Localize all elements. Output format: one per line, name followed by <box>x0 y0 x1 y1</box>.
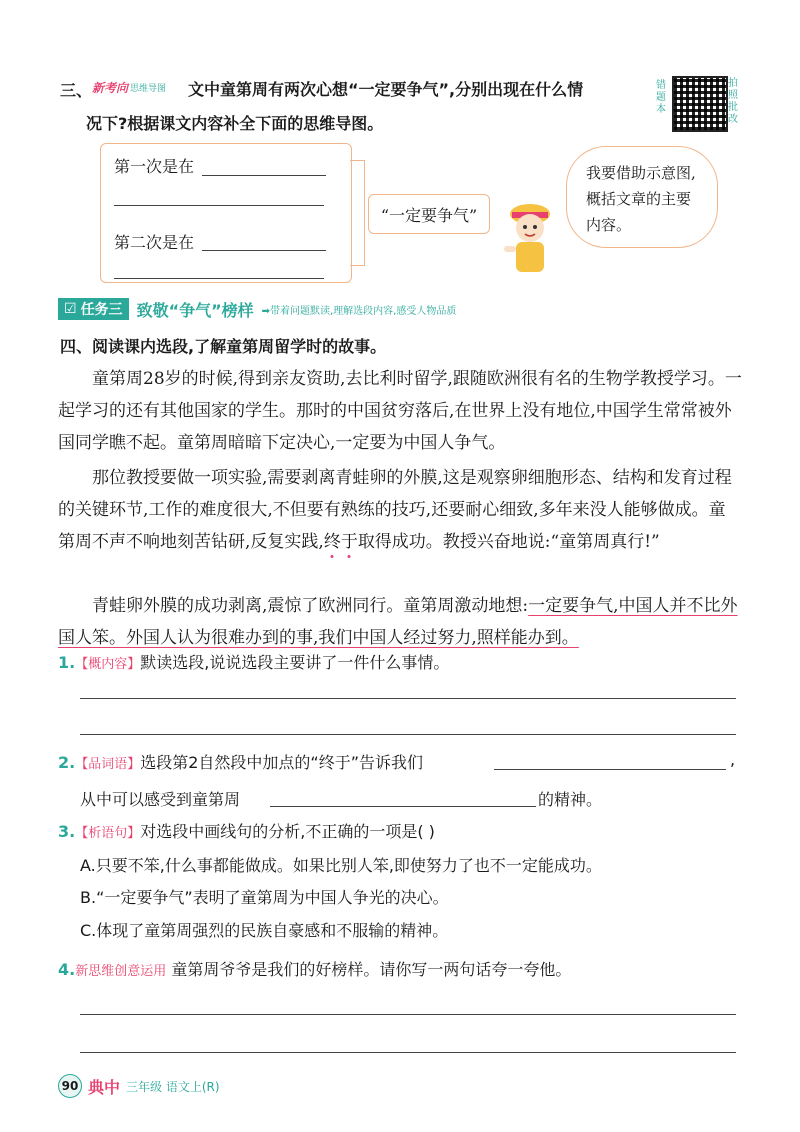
question-3 <box>58 819 435 842</box>
question-4-number: 4. <box>58 960 76 979</box>
question-3-number: 3. <box>58 822 76 841</box>
question-4-text: 童第周爷爷是我们的好榜样。请你写一两句话夸一夸他。 <box>171 960 572 979</box>
question-2-blank-2[interactable] <box>270 806 536 807</box>
page-number: 90 <box>58 1074 82 1098</box>
mindmap-first-blank-2[interactable] <box>114 205 324 206</box>
answer-line[interactable] <box>80 1014 736 1015</box>
option-c[interactable]: C.体现了童第周强烈的民族自豪感和不服输的精神。 <box>80 921 449 940</box>
page-footer <box>58 1074 220 1098</box>
question-4 <box>58 957 571 980</box>
section-3-number: 三、 <box>60 81 93 100</box>
question-3-tag: 【析语句】 <box>75 826 141 841</box>
question-2-text: 选段第2自然段中加点的“终于”告诉我们 <box>140 753 423 772</box>
passage-paragraph-3 <box>58 590 742 654</box>
underlined-sentence: 一定要争气,中国人并不比外国人笨。外国人认为很难办到的事,我们中国人经过努力,照样能办到。 <box>58 596 738 648</box>
question-1 <box>58 650 449 673</box>
section-3-question-line-2: 况下?根据课文内容补全下面的思维导图。 <box>86 114 384 133</box>
question-2-comma: , <box>730 750 736 769</box>
answer-line[interactable] <box>80 1052 736 1053</box>
passage-paragraph-1: 童第周28岁的时候,得到亲友资助,去比利时留学,跟随欧洲很有名的生物学教授学习。一起学习的还有其他国家的学生。那时的中国贫穷落后,在世界上没有地位,中国学生常常被外国同学瞧不起。童第周暗暗下定决心,一定要为中国人争气。 <box>58 369 742 453</box>
section-3-tag-main: 新考向 <box>92 81 129 95</box>
question-1-number: 1. <box>58 653 76 672</box>
mindmap-second-blank-2[interactable] <box>114 278 324 279</box>
task-header <box>58 297 456 321</box>
task-description: ➡带着问题默读,理解选段内容,感受人物品质 <box>261 305 457 317</box>
checkbox-icon: ☑ <box>64 301 77 317</box>
mindmap-first-blank[interactable] <box>202 175 326 176</box>
question-2-blank-1[interactable] <box>494 769 726 770</box>
mindmap-connector <box>350 160 365 266</box>
question-3-text: 对选段中画线句的分析,不正确的一项是( ) <box>140 822 435 841</box>
task-title: 致敬“争气”榜样 <box>136 300 254 320</box>
qr-left-label: 错题本 <box>656 80 666 115</box>
passage-p2-before: 那位教授要做一项实验,需要剥离青蛙卵的外膜,这是观察卵细胞形态、结构和发育过程的关键环节,工作的难度很大,不但要有熟练的技巧,还要耐心细致,多年来没人能够做成。童第周不声不响地刻苦钻研,反复实践, <box>58 468 732 552</box>
question-2-number: 2. <box>58 753 76 772</box>
mindmap-second-label: 第二次是在 <box>114 233 195 252</box>
passage-paragraph-2 <box>58 462 742 558</box>
dotted-char-1: 终 <box>323 532 341 552</box>
brand-logo: 典中 <box>88 1077 121 1097</box>
student-cartoon-icon <box>498 196 562 280</box>
section-3-tag-sub: 思维导图 <box>130 84 167 94</box>
task-badge-label: 任务三 <box>80 302 123 318</box>
answer-line[interactable] <box>80 698 736 699</box>
mindmap-center-node: “一定要争气” <box>368 194 490 234</box>
question-2 <box>58 750 423 773</box>
section-4-title: 四、阅读课内选段,了解童第周留学时的故事。 <box>60 337 387 356</box>
dotted-char-2: 于 <box>340 532 358 552</box>
question-4-tag: 新思维创意运用 <box>75 964 167 979</box>
mindmap-first-label: 第一次是在 <box>114 157 195 176</box>
qr-code-icon[interactable] <box>672 76 728 132</box>
question-2-line-2-end: 的精神。 <box>538 790 603 809</box>
question-2-tag: 【品词语】 <box>75 757 141 772</box>
question-1-tag: 【概内容】 <box>75 657 141 672</box>
grade-label: 三年级 语文上(R) <box>126 1079 220 1094</box>
qr-right-label: 拍照批改 <box>728 78 738 125</box>
option-a[interactable]: A.只要不笨,什么事都能做成。如果比别人笨,即使努力了也不一定能成功。 <box>80 856 602 875</box>
section-3-question-line-1: 文中童第周有两次心想“一定要争气”,分别出现在什么情 <box>188 80 584 99</box>
task-badge <box>58 298 129 320</box>
option-b[interactable]: B.“一定要争气”表明了童第周为中国人争光的决心。 <box>80 888 449 907</box>
question-1-text: 默读选段,说说选段主要讲了一件什么事情。 <box>140 653 450 672</box>
question-2-line-2: 从中可以感受到童第周 <box>80 790 241 809</box>
mindmap-second-blank[interactable] <box>202 250 326 251</box>
passage-p2-after: 取得成功。教授兴奋地说:“童第周真行!” <box>357 532 660 552</box>
passage-p3-before: 青蛙卵外膜的成功剥离,震惊了欧洲同行。童第周激动地想: <box>92 596 529 616</box>
speech-bubble-text: 我要借助示意图,概括文章的主要内容。 <box>586 164 696 234</box>
section-3-tag <box>92 79 166 96</box>
answer-line[interactable] <box>80 734 736 735</box>
